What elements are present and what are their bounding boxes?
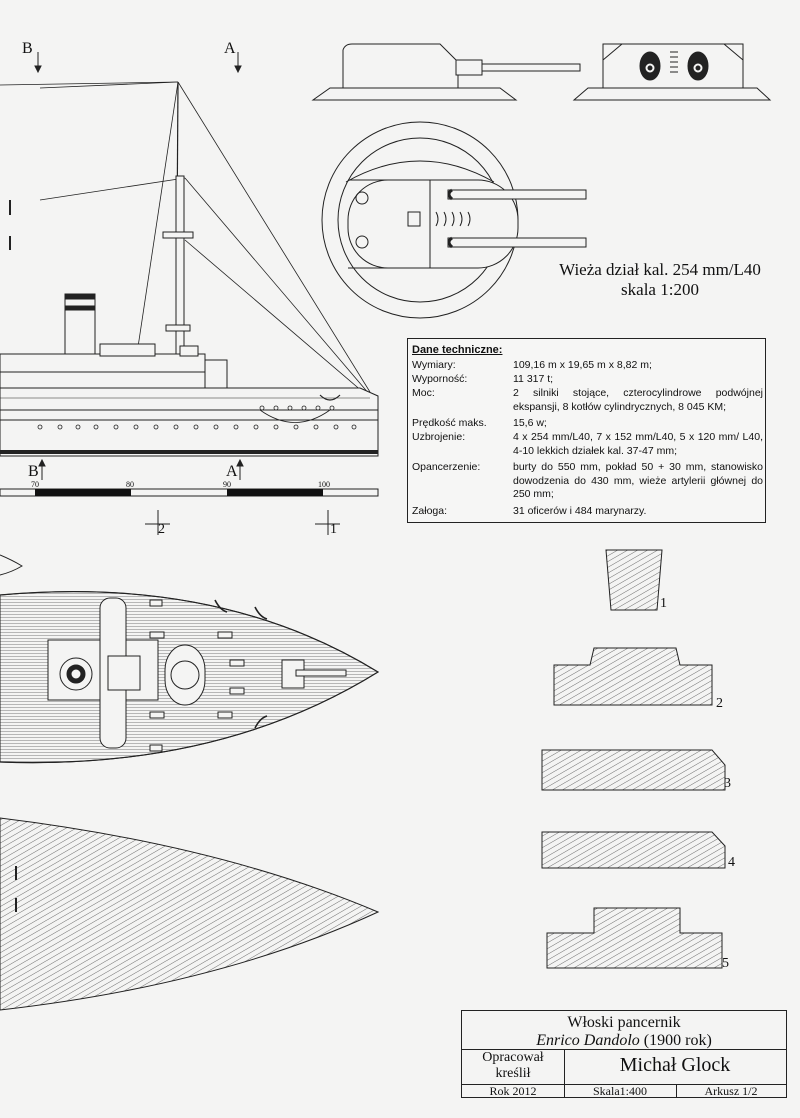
cross-section-label-2: 2	[716, 696, 723, 711]
turret-caption-title: Wieża dział kal. 254 mm/L40	[559, 260, 761, 279]
tech-value: 109,16 m x 19,65 m x 8,82 m;	[513, 359, 652, 371]
title-block-year: Rok 2012	[489, 1084, 537, 1098]
scale-bar	[0, 489, 378, 496]
edge-marks	[10, 200, 16, 912]
scale-tick-80: 80	[126, 480, 134, 489]
hull-bottom-plan	[0, 818, 378, 1010]
tech-label: Uzbrojenie:	[412, 431, 466, 443]
turret-caption	[540, 260, 780, 300]
side-elevation	[0, 82, 378, 456]
section-marker-b-bottom: B	[28, 463, 39, 480]
title-block-author: Michał Glock	[619, 1054, 731, 1076]
tech-row-dimensions	[412, 359, 764, 373]
cross-sections	[542, 550, 725, 968]
tech-row-power	[412, 387, 764, 415]
section-marker-2: 2	[158, 522, 165, 537]
cross-section-label-4: 4	[728, 855, 735, 870]
scale-tick-100: 100	[318, 480, 330, 489]
cross-section-label-5: 5	[722, 956, 729, 971]
tech-row-crew	[412, 505, 764, 519]
title-block	[461, 1010, 787, 1098]
section-marker-a-bottom: A	[226, 463, 238, 480]
technical-data-box	[407, 338, 766, 523]
technical-data-title: Dane techniczne:	[412, 344, 503, 356]
tech-value: burty do 550 mm, pokład 50 + 30 mm, stanowisko dowodzenia do 430 mm, wieże artylerii głównej do 250 mm;	[513, 461, 763, 500]
tech-row-speed	[412, 417, 764, 431]
title-block-line1: Włoski pancernik	[567, 1014, 681, 1031]
scale-tick-90: 90	[223, 480, 231, 489]
turret-caption-scale: skala 1:200	[621, 280, 699, 299]
tech-label: Załoga:	[412, 505, 448, 517]
deck-plan	[0, 555, 378, 763]
tech-value: 15,6 w;	[513, 417, 547, 429]
section-marker-1: 1	[330, 522, 337, 537]
tech-value: 2 silniki stojące, czterocylindrowe podwójnej ekspansji, 8 kotłów cylindrycznych, 8 045 KM;	[513, 387, 763, 413]
tech-row-displacement	[412, 373, 764, 387]
turret-side-view	[313, 44, 580, 100]
title-block-scale: Skala1:400	[593, 1084, 647, 1098]
tech-row-armament	[412, 431, 764, 459]
title-block-drawn-by-label	[462, 1050, 564, 1082]
tech-label: Wymiary:	[412, 359, 456, 371]
tech-label: Moc:	[412, 387, 435, 399]
cross-section-label-1: 1	[660, 596, 667, 611]
title-block-ship-name: Enrico Dandolo	[536, 1032, 640, 1049]
tech-label: Wyporność:	[412, 373, 468, 385]
tech-value: 31 oficerów i 484 marynarzy.	[513, 505, 647, 517]
drawn-by-label-1: Opracował	[482, 1050, 544, 1065]
section-marker-b-top: B	[22, 40, 33, 57]
tech-label: Prędkość maks.	[412, 417, 487, 429]
tech-label: Opancerzenie:	[412, 461, 481, 473]
turret-front-view	[574, 44, 770, 100]
cross-section-label-3: 3	[724, 776, 731, 791]
tech-value: 11 317 t;	[513, 373, 554, 385]
title-block-year-suffix: (1900 rok)	[639, 1032, 712, 1049]
tech-row-armour	[412, 461, 764, 503]
title-block-ship	[462, 1032, 786, 1050]
scale-tick-70: 70	[31, 480, 39, 489]
title-block-sheet: Arkusz 1/2	[704, 1084, 758, 1098]
tech-value: 4 x 254 mm/L40, 7 x 152 mm/L40, 5 x 120 mm/ L40, 4-10 lekkich działek kal. 37-47 mm;	[513, 431, 763, 457]
drawn-by-label-2: kreślił	[495, 1066, 531, 1081]
section-marker-a-top: A	[224, 40, 236, 57]
